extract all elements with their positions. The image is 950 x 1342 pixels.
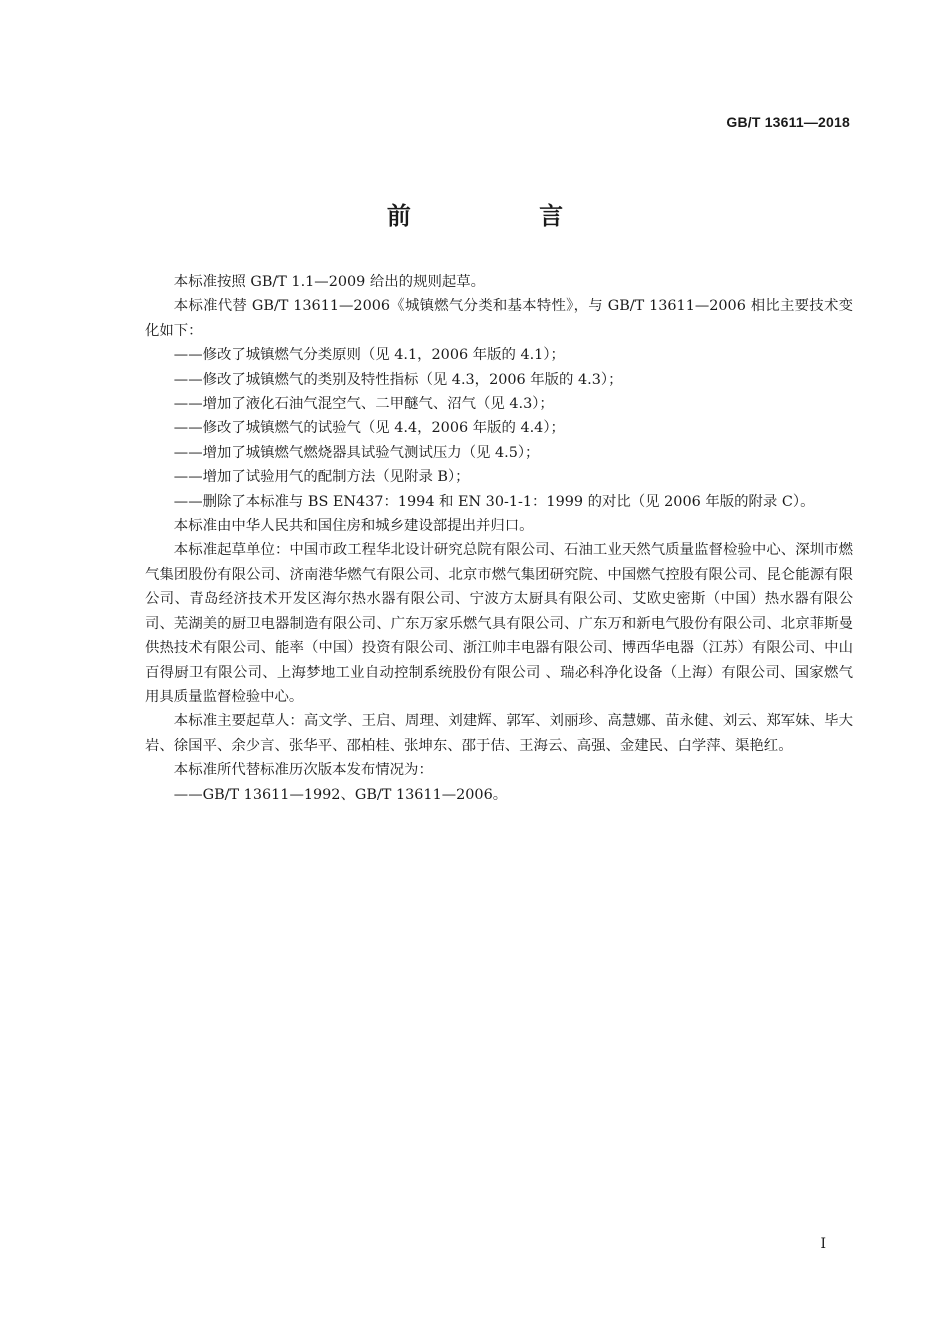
paragraph-drafting-units: 本标准起草单位：中国市政工程华北设计研究总院有限公司、石油工业天然气质量监督检验中心、深圳市燃气集团股份有限公司、济南港华燃气有限公司、北京市燃气集团研究院、中国燃气控股有限公司、昆仑能源有限公司、青岛经济技术开发区海尔热水器有限公司、宁波方太厨具有限公司、艾欧史密斯（中国）热水器有限公司、芜湖美的厨卫电器制造有限公司、广东万家乐燃气具有限公司、广东万和新电气股份有限公司、北京菲斯曼供热技术有限公司、能率（中国）投资有限公司、浙江帅丰电器有限公司、博西华电器（江苏）有限公司、中山百得厨卫有限公司、上海梦地工业自动控制系统股份有限公司 、瑞必科净化设备（上海）有限公司、国家燃气用具质量监督检验中心。	[145, 542, 853, 705]
history-item: ——GB/T 13611—1992、GB/T 13611—2006。	[173, 786, 508, 803]
paragraph-history-intro: 本标准所代替标准历次版本发布情况为：	[173, 762, 433, 779]
paragraph-drafting-rules: 本标准按照 GB/T 1.1—2009 给出的规则起草。	[173, 274, 486, 290]
change-item: ——修改了城镇燃气的类别及特性指标（见 4.3，2006 年版的 4.3）；	[173, 371, 623, 388]
change-item: ——修改了城镇燃气的试验气（见 4.4，2006 年版的 4.4）；	[173, 420, 565, 437]
change-item: ——增加了液化石油气混空气、二甲醚气、沼气（见 4.3）；	[173, 396, 554, 413]
paragraph-replacement: 本标准代替 GB/T 13611—2006《城镇燃气分类和基本特性》，与 GB/T 13611—2006 相比主要技术变化如下：	[145, 298, 853, 339]
document-body	[145, 270, 853, 807]
standard-code: GB/T 13611—2018	[726, 114, 850, 130]
page-title: 前 言	[386, 202, 624, 230]
change-item: ——增加了试验用气的配制方法（见附录 B）；	[173, 469, 470, 486]
paragraph-proposer: 本标准由中华人民共和国住房和城乡建设部提出并归口。	[173, 518, 534, 535]
change-item: ——修改了城镇燃气分类原则（见 4.1，2006 年版的 4.1）；	[173, 347, 565, 364]
change-item: ——增加了城镇燃气燃烧器具试验气测试压力（见 4.5）；	[173, 444, 540, 461]
paragraph-drafters: 本标准主要起草人：高文学、王启、周理、刘建辉、郭军、刘丽珍、高慧娜、苗永健、刘云、郑军妹、毕大岩、徐国平、余少言、张华平、邵柏桂、张坤东、邵于佶、王海云、高强、金建民、白学萍、渠艳红。	[145, 713, 853, 754]
change-item: ——删除了本标准与 BS EN437：1994 和 EN 30-1-1：1999 的对比（见 2006 年版的附录 C）。	[173, 493, 815, 510]
page-number: I	[820, 1236, 826, 1252]
